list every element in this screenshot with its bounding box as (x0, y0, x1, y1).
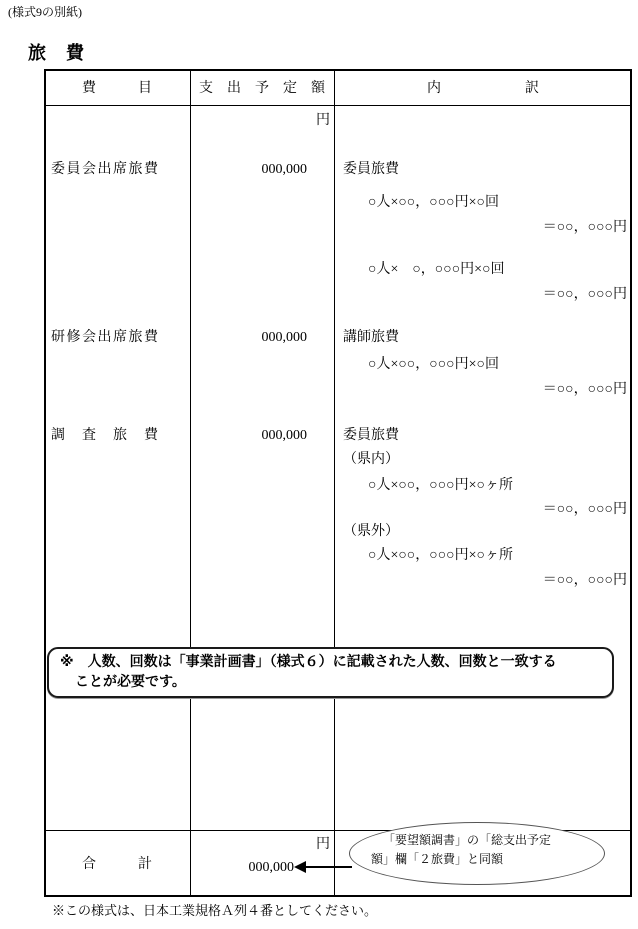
item-amount-kenshukai: 000,000 (261, 330, 307, 345)
item-label-kenshukai: 研修会出席旅費 (51, 330, 160, 345)
total-label: 合 計 (82, 857, 152, 872)
form-style-label: (様式9の別紙) (8, 5, 82, 19)
callout-text-line2: 額」欄「２旅費」と同額 (371, 852, 504, 866)
item-label-chosa: 調 査 旅 費 (51, 428, 160, 443)
breakdown-line: 委員旅費 (343, 162, 399, 177)
total-unit-yen-label: 円 (316, 837, 330, 852)
breakdown-line: 委員旅費 (343, 428, 399, 443)
unit-yen-label: 円 (316, 113, 330, 128)
note-text-line2: ことが必要です。 (75, 673, 186, 689)
page-title: 旅 費 (28, 43, 85, 63)
breakdown-line: ○人× ○，○○○円×○回 (368, 262, 505, 277)
table-border-top (44, 69, 632, 71)
breakdown-line: （県内） (343, 452, 399, 467)
item-amount-iinkai: 000,000 (261, 162, 307, 177)
column-divider-breakdown (334, 69, 335, 897)
breakdown-line: （県外） (343, 524, 399, 539)
item-amount-chosa: 000,000 (261, 428, 307, 443)
left-arrow-icon (294, 861, 306, 873)
total-amount: 000,000 (248, 860, 294, 875)
header-breakdown-column: 内 訳 (427, 81, 539, 96)
breakdown-line: ＝○○，○○○円 (542, 502, 627, 517)
callout-arrow-line (305, 866, 352, 868)
breakdown-line: ○人×○○，○○○円×○回 (368, 195, 499, 210)
breakdown-line: ＝○○，○○○円 (542, 573, 627, 588)
paper-size-note: ※この様式は、日本工業規格Ａ列４番としてください。 (52, 903, 378, 918)
table-border-bottom (44, 895, 632, 897)
breakdown-line: ＝○○，○○○円 (542, 220, 627, 235)
breakdown-line: ○人×○○，○○○円×○ヶ所 (368, 548, 513, 563)
header-amount-column: 支 出 予 定 額 (199, 81, 325, 96)
callout-text-line1: 「要望額調書」の「総支出予定 (383, 833, 552, 847)
column-divider-amount (190, 69, 191, 897)
note-text-line1: ※ 人数、回数は「事業計画書」（様式６）に記載された人数、回数と一致する (60, 653, 557, 669)
table-border-right (630, 69, 632, 897)
breakdown-line: ○人×○○，○○○円×○回 (368, 357, 499, 372)
breakdown-line: 講師旅費 (343, 330, 399, 345)
header-item-column: 費 目 (82, 81, 152, 96)
breakdown-line: ○人×○○，○○○円×○ヶ所 (368, 478, 513, 493)
table-border-left (44, 69, 46, 897)
item-label-iinkai: 委員会出席旅費 (51, 162, 160, 177)
breakdown-line: ＝○○，○○○円 (542, 287, 627, 302)
breakdown-line: ＝○○，○○○円 (542, 382, 627, 397)
header-row-divider (44, 105, 632, 106)
